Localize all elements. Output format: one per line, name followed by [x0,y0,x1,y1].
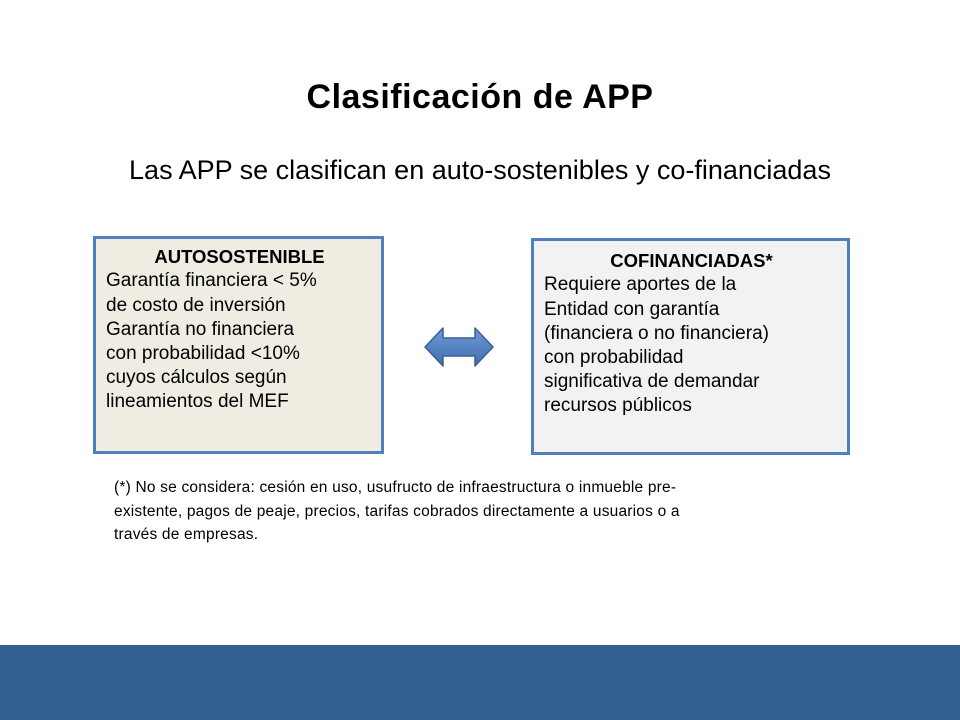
slide-subtitle: Las APP se clasifican en auto-sostenibles y co-financiadas [129,155,831,185]
footnote [114,476,874,547]
cofinanciadas-line-4: con probabilidad [544,346,684,368]
cofinanciadas-line-5: significativa de demandar [544,370,760,392]
cofinanciadas-heading: COFINANCIADAS* [610,250,773,271]
cofinanciadas-box [531,238,850,455]
footnote-line-3: través de empresas. [114,526,259,544]
autosostenible-heading: AUTOSOSTENIBLE [154,246,325,267]
cofinanciadas-line-6: recursos públicos [544,395,692,417]
footnote-line-2: existente, pagos de peaje, precios, tarifas cobrados directamente a usuarios o a [114,502,680,520]
cofinanciadas-line-3: (financiera o no financiera) [544,322,769,344]
autosostenible-line-4: con probabilidad <10% [106,342,300,364]
autosostenible-line-6: lineamientos del MEF [106,391,289,413]
autosostenible-line-1: Garantía financiera < 5% [106,270,317,292]
autosostenible-line-2: de costo de inversión [106,294,286,316]
autosostenible-line-5: cuyos cálculos según [106,366,287,388]
autosostenible-line-3: Garantía no financiera [106,318,295,340]
slide-title: Clasificación de APP [306,78,654,116]
double-headed-arrow-icon [424,326,494,368]
autosostenible-box [93,236,384,454]
cofinanciadas-line-1: Requiere aportes de la [544,274,737,296]
footnote-line-1: (*) No se considera: cesión en uso, usufructo de infraestructura o inmueble pre- [114,479,677,496]
cofinanciadas-line-2: Entidad con garantía [544,298,720,320]
bottom-bar [0,645,960,720]
